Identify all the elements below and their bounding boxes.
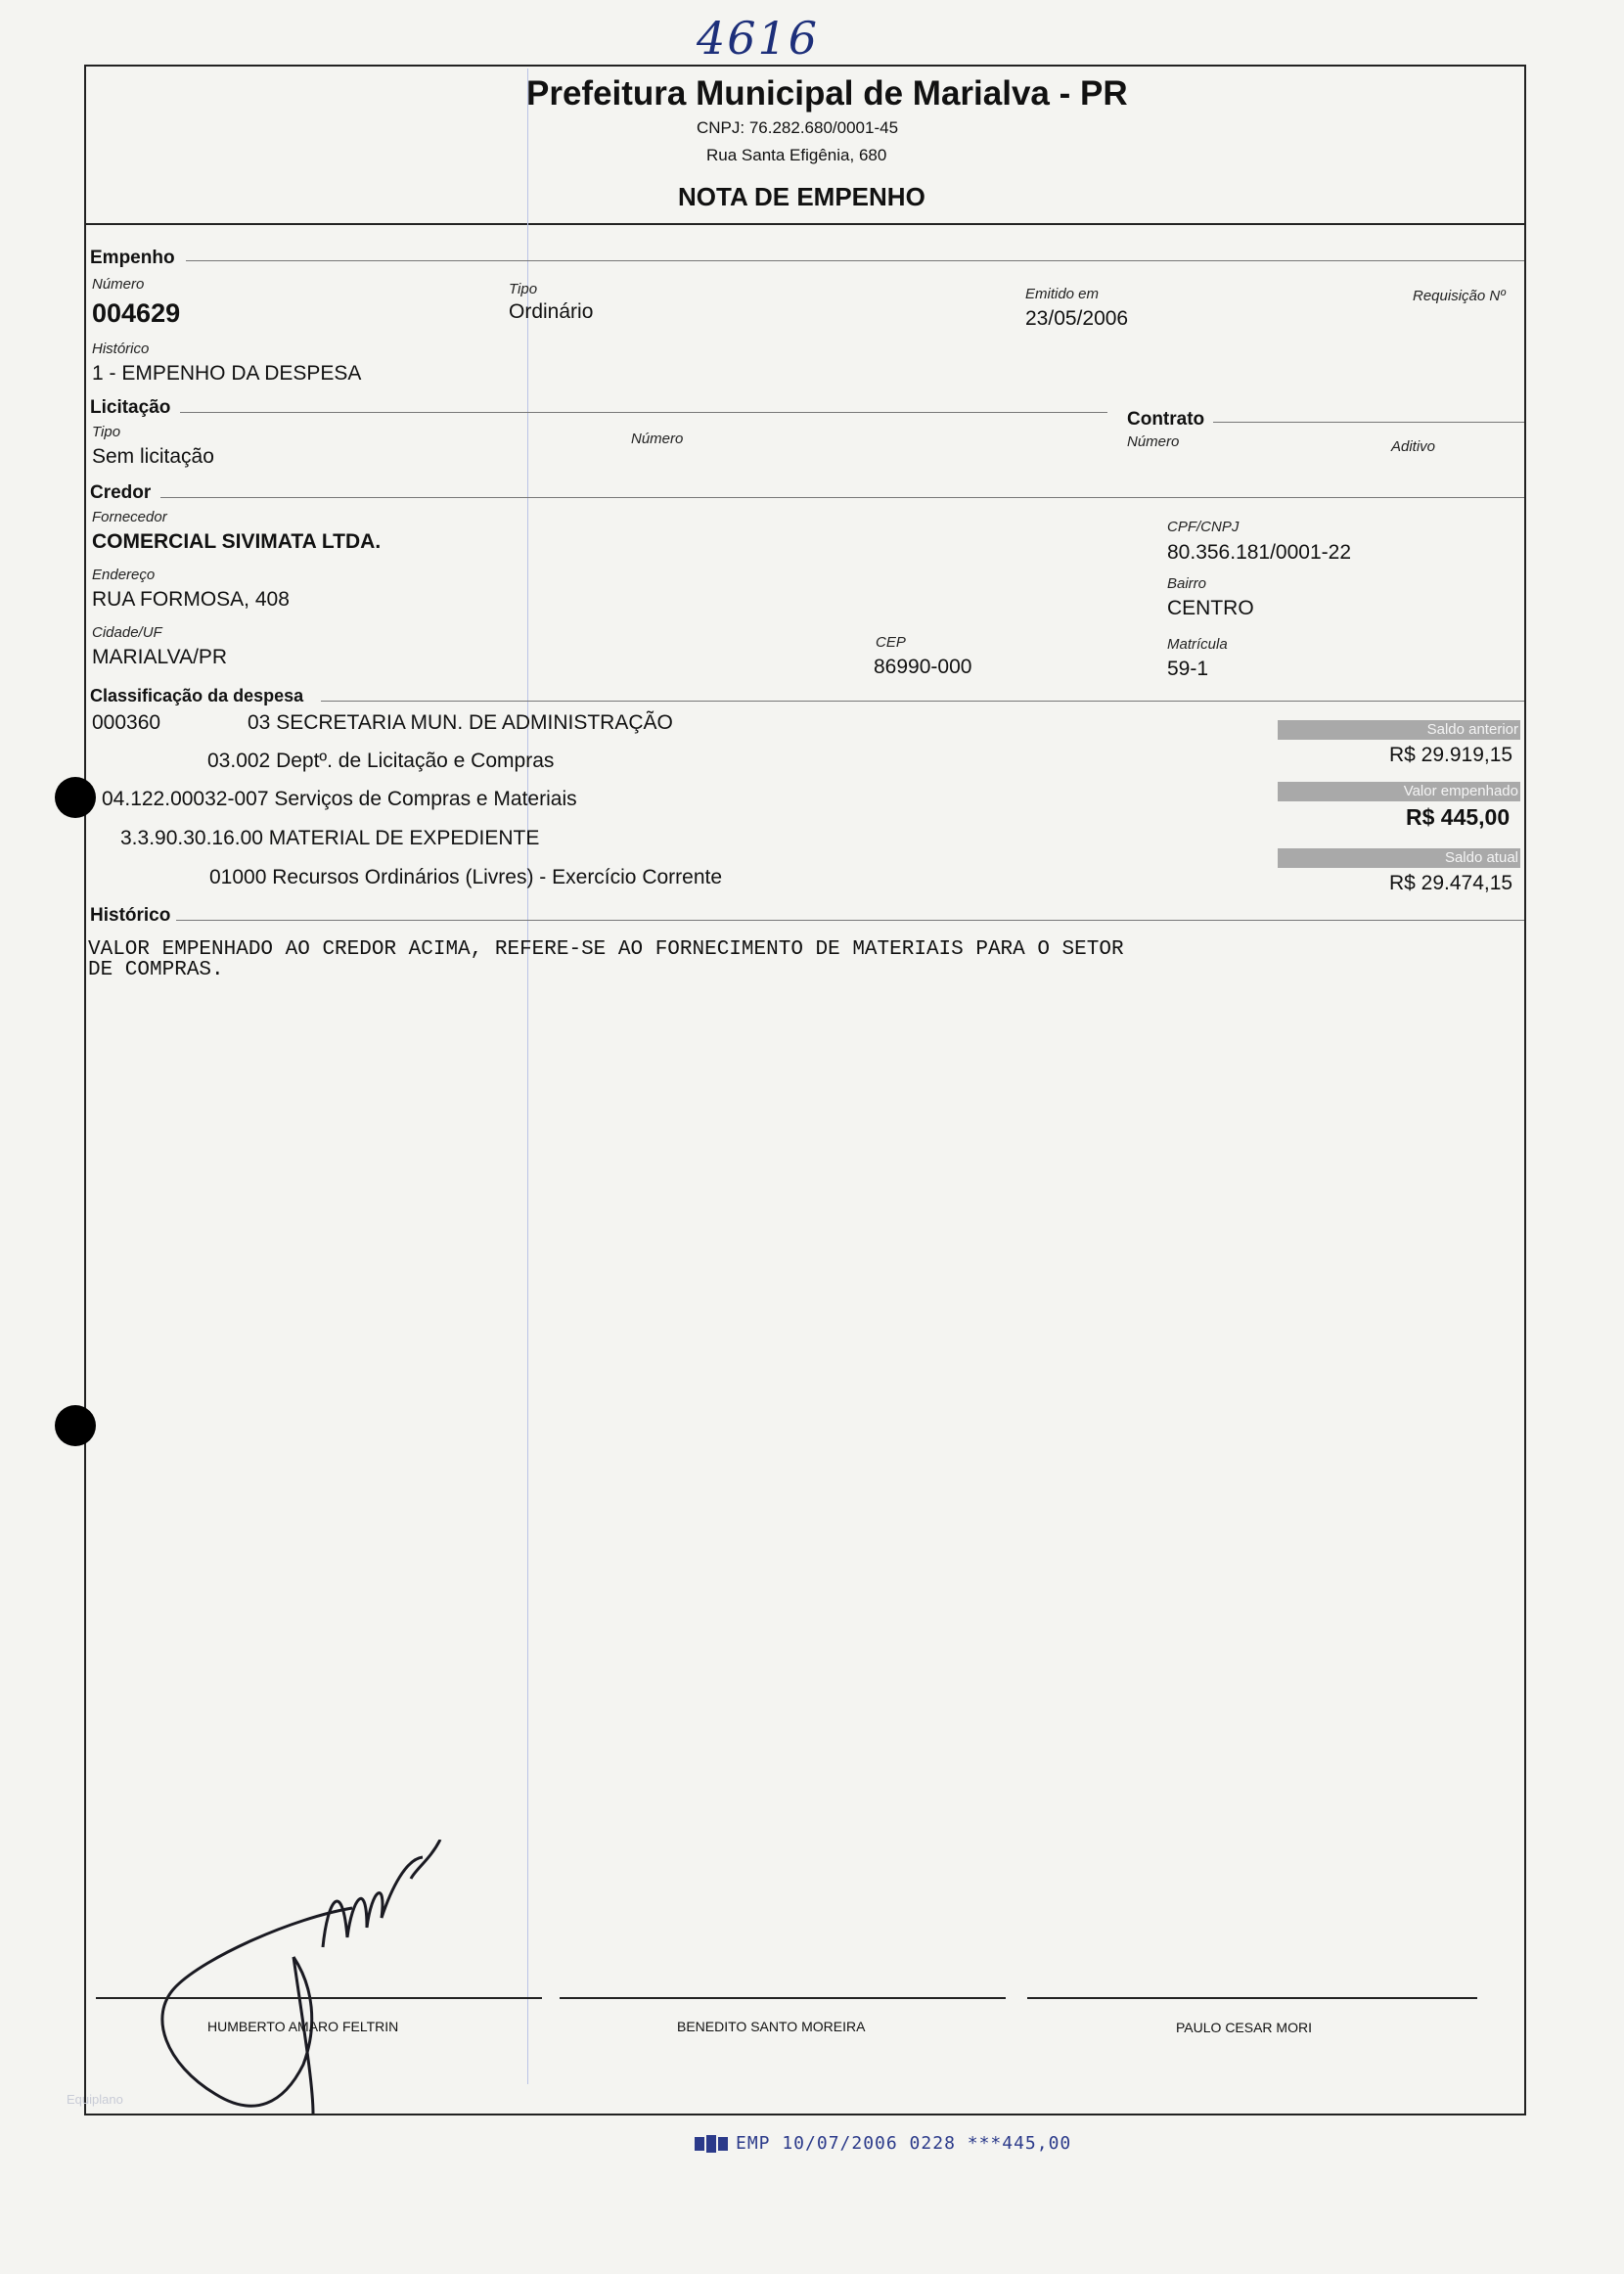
cep-value: 86990-000 (874, 656, 972, 678)
handwritten-signature (147, 1840, 460, 2123)
software-watermark: Equiplano (67, 2092, 123, 2107)
contrato-numero-label: Número (1127, 433, 1180, 450)
signatory-3-name: PAULO CESAR MORI (1176, 2020, 1312, 2035)
endereco-value: RUA FORMOSA, 408 (92, 588, 290, 611)
handwritten-page-number: 4616 (697, 12, 820, 65)
punch-hole-bottom (55, 1405, 96, 1446)
classificacao-elemento: 3.3.90.30.16.00 MATERIAL DE EXPEDIENTE (120, 827, 540, 849)
contrato-rule (1213, 422, 1524, 423)
historico-text-line1: VALOR EMPENHADO AO CREDOR ACIMA, REFERE-SE AO FORNECIMENTO DE MATERIAIS PARA O SETOR (88, 938, 1124, 961)
stamp-logo-icon (695, 2133, 728, 2155)
punch-hole-top (55, 777, 96, 818)
bairro-label: Bairro (1167, 575, 1207, 592)
empenho-historico-label: Histórico (92, 341, 150, 357)
empenho-numero: 004629 (92, 298, 181, 328)
historico-text-line2: DE COMPRAS. (88, 959, 224, 981)
valor-empenhado-label: Valor empenhado (1403, 783, 1518, 799)
scan-fold-line (527, 68, 528, 2084)
historico-rule (176, 920, 1524, 921)
classificacao-entidade: 000360 (92, 711, 161, 734)
cidade-label: Cidade/UF (92, 624, 162, 641)
matricula-label: Matrícula (1167, 636, 1228, 653)
saldo-atual-value: R$ 29.474,15 (1389, 872, 1513, 894)
classificacao-recurso: 01000 Recursos Ordinários (Livres) - Exercício Corrente (209, 866, 723, 888)
saldo-atual-label: Saldo atual (1444, 849, 1518, 866)
document-title: NOTA DE EMPENHO (678, 182, 925, 211)
licitacao-numero-label: Número (631, 431, 684, 447)
signature-line-2 (560, 1997, 1006, 1999)
empenho-section-title: Empenho (90, 248, 175, 268)
classificacao-unidade: 03.002 Deptº. de Licitação e Compras (207, 750, 555, 772)
saldo-anterior-value: R$ 29.919,15 (1389, 744, 1513, 766)
cep-label: CEP (876, 634, 906, 651)
requisicao-label: Requisição Nº (1413, 288, 1506, 304)
classificacao-funcional: 04.122.00032-007 Serviços de Compras e Materiais (102, 788, 577, 810)
fornecedor-name: COMERCIAL SIVIMATA LTDA. (92, 530, 382, 553)
header-divider (84, 223, 1526, 225)
organization-cnpj: CNPJ: 76.282.680/0001-45 (697, 118, 899, 137)
cpf-cnpj-value: 80.356.181/0001-22 (1167, 541, 1352, 564)
authentication-stamp: EMP 10/07/2006 0228 ***445,00 (736, 2133, 1072, 2154)
signatory-2-name: BENEDITO SANTO MOREIRA (677, 2019, 866, 2034)
empenho-rule (186, 260, 1524, 261)
contrato-aditivo-label: Aditivo (1391, 438, 1436, 455)
signature-line-1 (96, 1997, 542, 1999)
saldo-anterior-label: Saldo anterior (1426, 721, 1518, 738)
classificacao-orgao: 03 SECRETARIA MUN. DE ADMINISTRAÇÃO (248, 711, 673, 734)
credor-rule (160, 497, 1524, 498)
cpf-cnpj-label: CPF/CNPJ (1167, 519, 1240, 535)
historico-section-title: Histórico (90, 905, 171, 926)
classificacao-rule (321, 701, 1524, 702)
fornecedor-label: Fornecedor (92, 509, 167, 525)
licitacao-tipo: Sem licitação (92, 445, 214, 468)
valor-empenhado-value: R$ 445,00 (1406, 804, 1511, 830)
emitido-date: 23/05/2006 (1025, 307, 1129, 330)
credor-section-title: Credor (90, 482, 152, 503)
classificacao-section-title: Classificação da despesa (90, 686, 304, 705)
empenho-numero-label: Número (92, 276, 145, 293)
licitacao-rule (180, 412, 1107, 413)
signature-line-3 (1027, 1997, 1477, 1999)
contrato-section-title: Contrato (1127, 409, 1205, 430)
bairro-value: CENTRO (1167, 597, 1254, 619)
licitacao-tipo-label: Tipo (92, 424, 121, 440)
endereco-label: Endereço (92, 567, 156, 583)
signatory-1-name: HUMBERTO AMARO FELTRIN (207, 2019, 399, 2034)
emitido-label: Emitido em (1025, 286, 1100, 302)
cidade-value: MARIALVA/PR (92, 646, 228, 668)
organization-name: Prefeitura Municipal de Marialva - PR (526, 74, 1128, 113)
organization-address: Rua Santa Efigênia, 680 (706, 146, 887, 164)
matricula-value: 59-1 (1167, 658, 1209, 680)
empenho-historico: 1 - EMPENHO DA DESPESA (92, 362, 362, 385)
empenho-tipo: Ordinário (509, 300, 594, 323)
licitacao-section-title: Licitação (90, 397, 171, 418)
empenho-tipo-label: Tipo (509, 281, 538, 297)
